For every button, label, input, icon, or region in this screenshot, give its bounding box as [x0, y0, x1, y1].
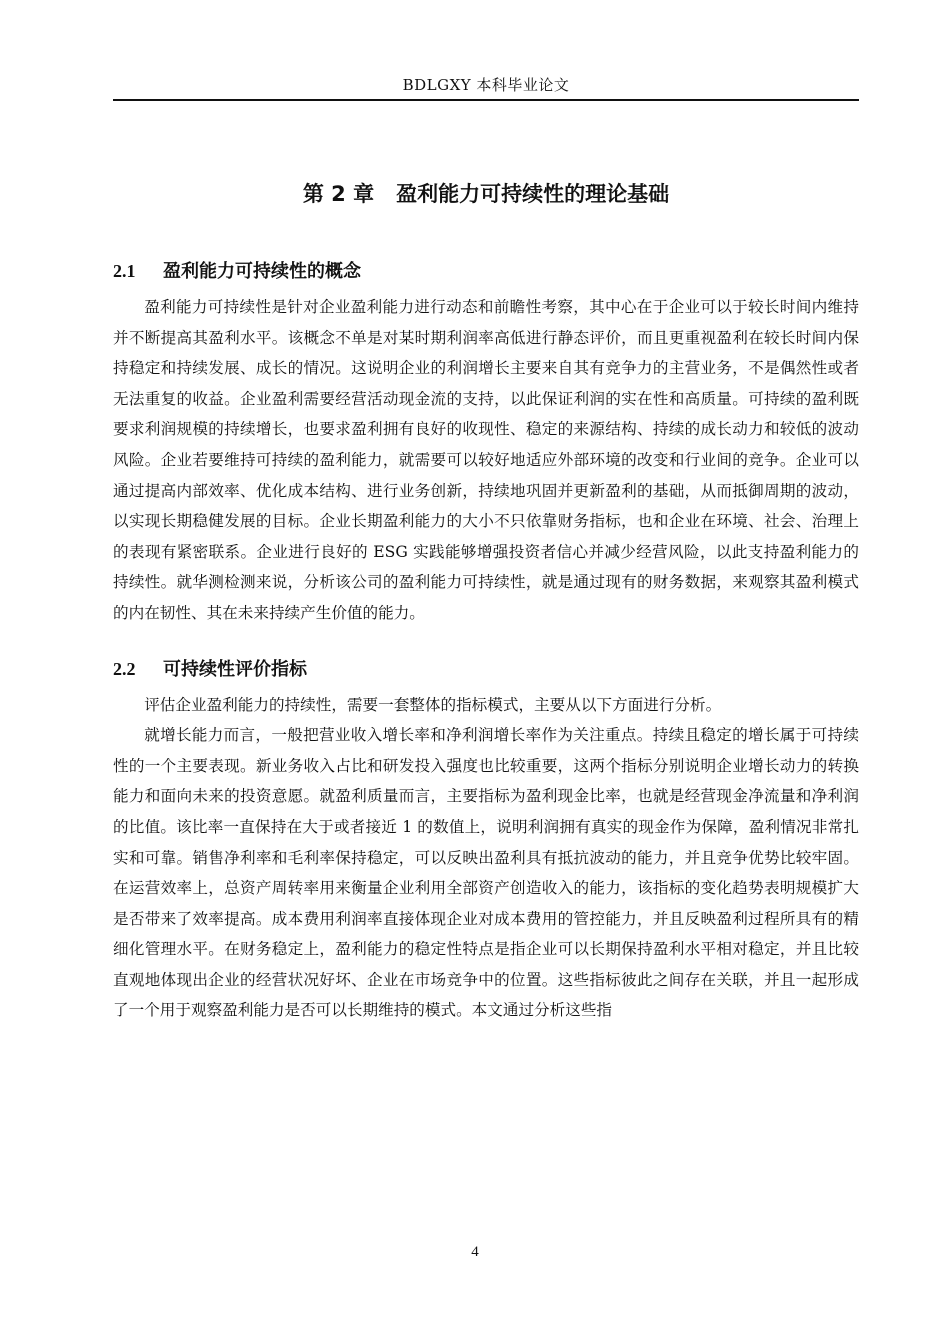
section-title: 可持续性评价指标: [163, 658, 307, 680]
section-spacer: [113, 629, 859, 655]
section-number: 2.2: [113, 658, 136, 679]
page-content: [113, 178, 859, 1026]
chapter-title: [113, 178, 859, 210]
body-paragraph: 评估企业盈利能力的持续性，需要一套整体的指标模式，主要从以下方面进行分析。: [144, 695, 722, 714]
section-heading: [113, 655, 859, 684]
section-title: 盈利能力可持续性的概念: [163, 261, 361, 282]
page-number: 4: [471, 1244, 479, 1260]
body-paragraph: 就增长能力而言，一般把营业收入增长率和净利润增长率作为关注重点。持续且稳定的增长属于可持续性的一个主要表现。新业务收入占比和研发投入强度也比较重要，这两个指标分别说明企业增长动力的转换能力和面向未来的投资意愿。就盈利质量而言，主要指标为盈利现金比率，也就是经营现金净流量和净利润的比值。该比率一直保持在大于或者接近 1 的数值上，说明利润拥有真实的现金作为保障，盈利情况非常扎实和可靠。销售净利率和毛利率保持稳定，可以反映出盈利具有抵抗波动的能力，并且竞争优势比较牢固。在运营效率上，总资产周转率用来衡量企业利用全部资产创造收入的能力，该指标的变化趋势表明规模扩大是否带来了效率提高。成本费用利润率直接体现企业对成本费用的管控能力，并且反映盈利过程所具有的精细化管理水平。在财务稳定上，盈利能力的稳定性特点是指企业可以长期保持盈利水平相对稳定，并且比较直观地体现出企业的经营状况好坏、企业在市场竞争中的位置。这些指标彼此之间存在关联，并且一起形成了一个用于观察盈利能力是否可以长期维持的模式。本文通过分析这些指: [113, 726, 859, 1020]
chapter-title-text: 盈利能力可持续性的理论基础: [396, 182, 670, 206]
running-header: BDLGXY 本科毕业论文: [402, 76, 570, 94]
chapter-number: 第 2 章: [302, 182, 375, 206]
header-rule: [113, 99, 859, 101]
body-paragraph: 盈利能力可持续性是针对企业盈利能力进行动态和前瞻性考察，其中心在于企业可以于较长时间内维持并不断提高其盈利水平。该概念不单是对某时期利润率高低进行静态评价，而且更重视盈利在较长时间内保持稳定和持续发展、成长的情况。这说明企业的利润增长主要来自其有竞争力的主营业务，不是偶然性或者无法重复的收益。企业盈利需要经营活动现金流的支持，以此保证利润的实在性和高质量。可持续的盈利既要求利润规模的持续增长，也要求盈利拥有良好的收现性、稳定的来源结构、持续的成长动力和较低的波动风险。企业若要维持可持续的盈利能力，就需要可以较好地适应外部环境的改变和行业间的竞争。企业可以通过提高内部效率、优化成本结构、进行业务创新，持续地巩固并更新盈利的基础，从而抵御周期的波动，以实现长期稳健发展的目标。企业长期盈利能力的大小不只依靠财务指标，也和企业在环境、社会、治理上的表现有紧密联系。企业进行良好的 ESG 实践能够增强投资者信心并减少经营风险，以此支持盈利能力的持续性。就华测检测来说，分析该公司的盈利能力可持续性，就是通过现有的财务数据，来观察其盈利模式的内在韧性、其在未来持续产生价值的能力。: [113, 298, 859, 622]
section-heading: [113, 257, 859, 286]
section-2-1: [113, 257, 859, 629]
section-2-2: [113, 655, 859, 1027]
section-number: 2.1: [113, 261, 136, 281]
